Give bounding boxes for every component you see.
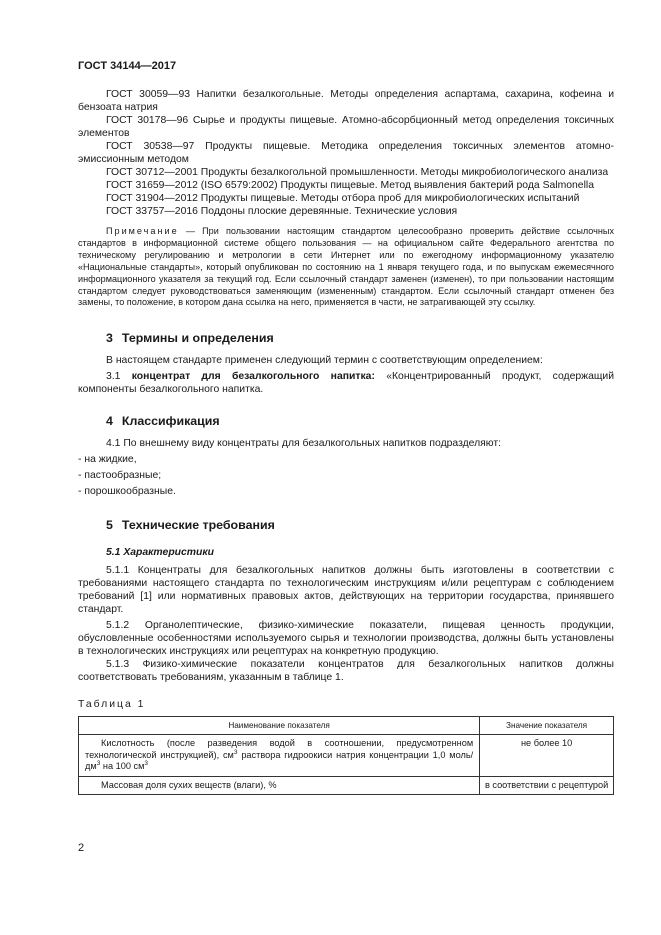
section-4-heading bbox=[78, 415, 614, 428]
table-header-name: Наименование показателя bbox=[79, 717, 480, 735]
section-number: 5 bbox=[106, 518, 113, 533]
term-number: 3.1 bbox=[106, 371, 121, 383]
section-3-intro: В настоящем стандарте применен следующий термин с соответствующим определением: bbox=[106, 355, 543, 367]
reference-item: ГОСТ 30059—93 Напитки безалкогольные. Методы определения аспартама, сахарина, кофеина и бензоата натрия bbox=[78, 89, 614, 113]
note-text: — При пользовании настоящим стандартом целесообразно проверить действие ссылочных стандартов в информационной системе общего пользования — на официальном сайте Федерального агентства по техническому регулированию и метрологии в сети Интернет или по ежегодному информационному указателю «Национальные стандарты», который опубликован по состоянию на 1 января текущего года, и по выпускам ежемесячного информационного указателя за текущий год. Если ссылочный стандарт заменен (изменен), то при пользовании настоящим стандартом следует руководствоваться заменяющим (измененным) стандартом. Если ссылочный стандарт отменен без замены, то положение, в котором дана ссылка на него, применяется в части, не затрагивающей эту ссылку. bbox=[78, 226, 615, 308]
section-5-heading bbox=[78, 519, 614, 532]
table-row bbox=[79, 776, 614, 794]
section-title: Технические требования bbox=[121, 518, 275, 533]
page-content bbox=[78, 88, 614, 795]
reference-item: ГОСТ 33757—2016 Поддоны плоские деревянные. Технические условия bbox=[106, 206, 458, 217]
page-number: 2 bbox=[78, 842, 85, 854]
reference-item: ГОСТ 30178—96 Сырье и продукты пищевые. Атомно-абсорбционный метод определения токсичных элементов bbox=[78, 115, 614, 139]
table-row bbox=[79, 735, 614, 776]
term-name: концентрат для безалкогольного напитка: bbox=[131, 371, 375, 383]
section-title: Классификация bbox=[121, 414, 220, 429]
section-3-heading bbox=[78, 332, 614, 345]
table-cell-value: в соответствии с рецептурой bbox=[480, 776, 614, 794]
reference-item: ГОСТ 31904—2012 Продукты пищевые. Методы отбора проб для микробиологических испытаний bbox=[106, 193, 580, 204]
reference-item: ГОСТ 31659—2012 (ISO 6579:2002) Продукты пищевые. Метод выявления бактерий рода Salmonella bbox=[106, 180, 594, 191]
superscript: 3 bbox=[144, 760, 149, 768]
classification-item: - пастообразные; bbox=[78, 470, 162, 482]
section-number: 4 bbox=[106, 414, 113, 429]
term-definition-text: «Концентрированный продукт, содержащий компоненты безалкогольного напитка. bbox=[78, 371, 615, 396]
table-cell-name: Массовая доля сухих веществ (влаги), % bbox=[79, 776, 480, 794]
section-title: Термины и определения bbox=[121, 331, 274, 346]
note-label: Примечание bbox=[106, 226, 179, 236]
paragraph-5-1-1: 5.1.1 Концентраты для безалкогольных напитков должны быть изготовлены в соответствии с требованиями настоящего стандарта по технологическим инструкциям и/или рецептурам с соблюдением требований [1] или нормативных правовых актов, действующих на территории государства, принявшего стандарт. bbox=[78, 565, 614, 616]
cell-text: Кислотность (после разведения водой в соотношении, предусмотренном технологической инструкцией), см bbox=[85, 738, 474, 760]
reference-item: ГОСТ 30538—97 Продукты пищевые. Методика определения токсичных элементов атомно-эмиссионным методом bbox=[78, 141, 614, 165]
document-code-header: ГОСТ 34144—2017 bbox=[78, 60, 177, 72]
cell-text: на 100 см bbox=[102, 761, 145, 772]
section-number: 3 bbox=[106, 331, 113, 346]
table-header-value: Значение показателя bbox=[480, 717, 614, 735]
reference-item: ГОСТ 30712—2001 Продукты безалкогольной промышленности. Методы микробиологического анализа bbox=[106, 167, 609, 178]
term-definition bbox=[78, 370, 614, 396]
table-1 bbox=[78, 716, 614, 795]
section-4-intro: 4.1 По внешнему виду концентраты для безалкогольных напитков подразделяют: bbox=[106, 438, 502, 450]
table-cell-value: не более 10 bbox=[480, 735, 614, 776]
subsection-5-1-heading: 5.1 Характеристики bbox=[106, 547, 214, 559]
cell-text: раствора гидроокиси натрия концентрации 1,0 моль/дм bbox=[85, 749, 474, 772]
table-caption: Таблица 1 bbox=[78, 699, 146, 711]
normative-references-list bbox=[78, 88, 614, 218]
classification-item: - на жидкие, bbox=[78, 454, 137, 466]
classification-item: - порошкообразные. bbox=[78, 486, 176, 498]
table-cell-name bbox=[79, 735, 480, 776]
paragraph-5-1-2: 5.1.2 Органолептические, физико-химические показатели, пищевая ценность продукции, обусловленные особенностями используемого сырья и технологии производства, должны быть установлены в технологических инструкциях или рецептурах на конкретную продукцию. bbox=[78, 620, 614, 658]
superscript: 3 bbox=[96, 760, 101, 768]
note-paragraph bbox=[78, 226, 614, 309]
table-header-row bbox=[79, 717, 614, 735]
superscript: 3 bbox=[233, 748, 238, 756]
paragraph-5-1-3: 5.1.3 Физико-химические показатели концентратов для безалкогольных напитков должны соответствовать требованиям, указанным в таблице 1. bbox=[78, 659, 614, 684]
